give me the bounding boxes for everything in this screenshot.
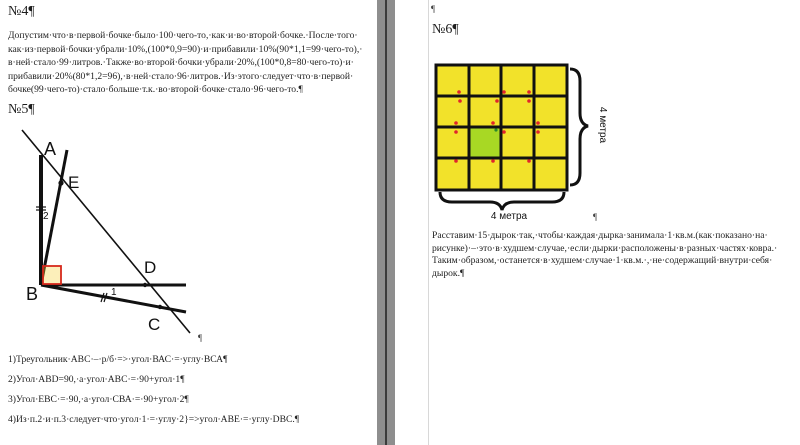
- empty-cell: [469, 127, 501, 158]
- right-page: [395, 0, 800, 445]
- right-angle-square: [43, 266, 61, 284]
- carpet-grid-figure: [430, 55, 630, 227]
- problem-4-line: Допустим·что·в·первой·бочке·было·100·чего-то,·как·и·во·второй·бочке.·После·того·: [8, 30, 358, 41]
- hole-dot: [454, 159, 458, 163]
- solution-line: Расставим·15·дырок·так,·чтобы·каждая·дырка·занимала·1·кв.м.(как·показано·на·: [432, 230, 768, 241]
- problem-4-line: бочке(99·чего-то)·стало·больше·т.к.·во·второй·бочке·стало·96·чего-то.¶: [8, 84, 303, 95]
- problem-4-line: прибавили·20%(80*1,2=96),·в·ней·стало·96·литров.·Из·этого·следует·что·в·первой·: [8, 70, 354, 82]
- hole-dot: [458, 99, 462, 103]
- problem-4-line: как·из·первой·бочки·убрали·10%,(100*0,9=90)·и·прибавили·10%(90*1,1=99·чего-то),·: [8, 43, 363, 55]
- margin-guide: [428, 0, 429, 445]
- hole-dot: [502, 130, 506, 134]
- hole-dot: [502, 90, 506, 94]
- problem-4-text: [8, 29, 362, 97]
- point-c: [158, 305, 162, 309]
- hole-dot: [495, 99, 499, 103]
- solution-line: дырок.¶: [432, 267, 465, 279]
- bottom-brace: [440, 192, 564, 210]
- hole-dot: [527, 99, 531, 103]
- hole-dot: [454, 130, 458, 134]
- label-c: C: [148, 315, 161, 334]
- label-a: A: [44, 139, 57, 159]
- step-line: 3)Угол·ЕВС·=·90,·а·угол·СВА·=·90+угол·2¶: [8, 394, 189, 405]
- problem-5-heading: №5¶: [8, 102, 35, 117]
- label-b: B: [26, 284, 39, 304]
- hole-dot: [457, 90, 461, 94]
- problem-6-heading: №6¶: [432, 22, 459, 37]
- problem-4-heading: №4¶: [8, 4, 35, 19]
- hole-dot: [527, 90, 531, 94]
- hole-dot: [527, 159, 531, 163]
- label-e: E: [68, 173, 80, 192]
- problem-4-line: в·ней·стало·99·литров.·Также·во·второй·бочки·убрали·20%,(100*0,8=80·чего-то)·и·: [8, 57, 354, 68]
- solution-line: Таким·образом,·останется·в·худшем·случае·1·кв.м.·,·не·содержащий·внутри·себя·: [432, 255, 773, 266]
- label-d: D: [144, 258, 157, 277]
- point-e: [58, 180, 63, 185]
- diagonal-line: [22, 130, 190, 333]
- cell-marker: [494, 128, 497, 131]
- top-paragraph-mark: ¶: [431, 4, 436, 14]
- solution-line: рисунке)·–·это·в·худшем·случае,·если·дырки·расположены·в·разных·частях·ковра.·: [432, 242, 778, 254]
- step-line: 4)Из·п.2·и·п.3·следует·что·угол·1·=·углу·2}=>угол·АВЕ·=·углу·DBC.¶: [8, 414, 300, 425]
- triangle-figure: [0, 125, 260, 340]
- label-angle-2: 2: [43, 211, 49, 222]
- point-d: [143, 283, 147, 287]
- label-angle-1: 1: [111, 287, 117, 298]
- problem-6-solution: [432, 230, 777, 280]
- hole-dot: [454, 121, 458, 125]
- hole-dot: [491, 159, 495, 163]
- splitter-line: [385, 0, 387, 445]
- step-line: 1)Треугольник·АВС·–·р/б·=>·угол·ВАС·=·углу·ВСА¶: [8, 354, 228, 365]
- hole-dot: [536, 130, 540, 134]
- hole-dot: [536, 121, 540, 125]
- side-length-label: 4 метра: [597, 106, 608, 144]
- bottom-length-label: 4 метра: [490, 211, 528, 222]
- page-splitter: [377, 0, 395, 445]
- paragraph-mark: ¶: [593, 212, 598, 222]
- paragraph-mark: ¶: [198, 333, 203, 343]
- solution-5-steps: [8, 350, 299, 430]
- left-page: [0, 0, 377, 445]
- right-brace: [570, 69, 588, 185]
- step-line: 2)Угол·ABD=90,·а·угол·АВС·=·90+угол·1¶: [8, 374, 185, 385]
- hole-dot: [491, 121, 495, 125]
